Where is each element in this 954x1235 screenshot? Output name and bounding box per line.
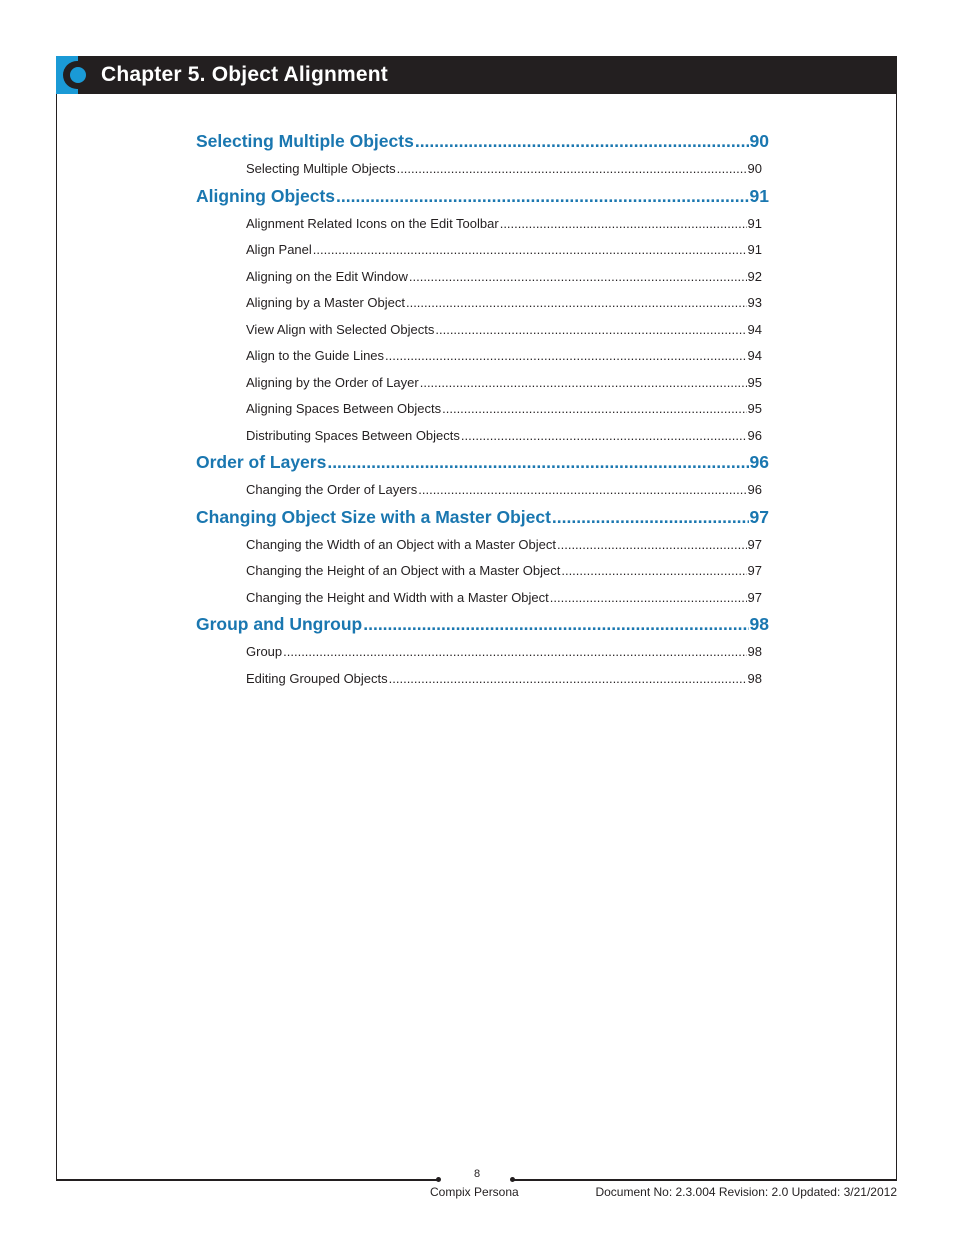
toc-section-page: 98: [749, 614, 769, 634]
page-frame-bottom-left: [56, 1179, 438, 1181]
toc-entry-page: 98: [747, 670, 762, 686]
toc-entry[interactable]: [196, 532, 762, 559]
toc-leader: [389, 666, 747, 693]
toc-entry[interactable]: [196, 343, 762, 370]
toc-entry-page: 94: [747, 321, 762, 337]
toc-entry-page: 91: [747, 215, 762, 231]
toc-entry-title: Group: [246, 644, 283, 659]
footer-product-name: Compix Persona: [430, 1185, 519, 1199]
toc-entry-title: Editing Grouped Objects: [246, 670, 388, 686]
toc-section-page: 90: [749, 131, 769, 151]
toc-leader: [420, 370, 747, 397]
toc-entry[interactable]: [196, 477, 762, 504]
footer-dot-left: [436, 1177, 441, 1182]
toc-section[interactable]: [196, 128, 769, 156]
toc-entry[interactable]: [196, 211, 762, 238]
toc-section-page: 96: [749, 452, 769, 472]
toc-entry-title: Aligning Spaces Between Objects: [246, 401, 442, 416]
toc-entry[interactable]: [196, 396, 762, 423]
page-frame-bottom-right: [512, 1179, 897, 1181]
toc-section-page: 91: [749, 185, 769, 206]
toc-entry-page: 95: [747, 374, 762, 390]
toc-leader: [552, 504, 749, 530]
chapter-bullet-icon: [70, 67, 86, 83]
toc-entry-title: Changing the Height and Width with a Master Object: [246, 589, 549, 605]
toc-entry[interactable]: [196, 317, 762, 344]
toc-section-title: Selecting Multiple Objects: [196, 131, 414, 151]
toc-leader: [313, 237, 747, 264]
toc-section-title: Aligning Objects: [196, 185, 336, 206]
footer-dot-right: [510, 1177, 515, 1182]
footer-page-number: 8: [473, 1168, 481, 1180]
toc-leader: [561, 558, 746, 585]
toc-entry-page: 95: [747, 401, 762, 416]
footer-document-info: Document No: 2.3.004 Revision: 2.0 Updated: 3/21/2012: [595, 1185, 897, 1199]
toc-leader: [461, 423, 747, 450]
toc-entry[interactable]: [196, 558, 762, 585]
toc-leader: [500, 211, 747, 238]
toc-section[interactable]: [196, 504, 769, 532]
toc-entry-title: Changing the Height of an Object with a Master Object: [246, 563, 561, 578]
toc-entry[interactable]: [196, 156, 762, 183]
toc-leader: [435, 317, 746, 344]
table-of-contents: [196, 128, 769, 692]
toc-leader: [283, 639, 746, 666]
toc-entry-page: 96: [747, 482, 762, 497]
toc-entry-title: Aligning by the Order of Layer: [246, 374, 419, 390]
toc-leader: [397, 156, 747, 183]
toc-entry-page: 91: [747, 242, 762, 257]
toc-section-title: Order of Layers: [196, 452, 327, 472]
toc-entry-page: 96: [747, 427, 762, 443]
toc-leader: [409, 264, 747, 291]
toc-entry[interactable]: [196, 585, 762, 612]
toc-entry-title: View Align with Selected Objects: [246, 321, 435, 337]
toc-leader: [557, 532, 747, 559]
toc-leader: [336, 183, 748, 209]
toc-entry-page: 93: [747, 295, 762, 310]
toc-section[interactable]: [196, 183, 769, 211]
toc-leader: [442, 396, 746, 423]
page-frame-right: [896, 94, 897, 1180]
toc-entry-title: Selecting Multiple Objects: [246, 161, 396, 176]
toc-entry[interactable]: [196, 639, 762, 666]
toc-section-title: Changing Object Size with a Master Object: [196, 506, 551, 527]
toc-entry-page: 90: [747, 161, 762, 176]
toc-leader: [415, 128, 749, 154]
toc-entry-page: 92: [747, 268, 762, 284]
toc-entry[interactable]: [196, 290, 762, 317]
toc-entry[interactable]: [196, 264, 762, 291]
toc-entry[interactable]: [196, 370, 762, 397]
toc-leader: [550, 585, 747, 612]
toc-entry[interactable]: [196, 237, 762, 264]
toc-entry-title: Distributing Spaces Between Objects: [246, 427, 460, 443]
toc-entry-title: Alignment Related Icons on the Edit Toolbar: [246, 215, 499, 231]
toc-entry-page: 97: [747, 563, 762, 578]
toc-leader: [406, 290, 747, 317]
toc-section[interactable]: [196, 449, 769, 477]
page-frame-left: [56, 94, 57, 1180]
toc-leader: [385, 343, 746, 370]
toc-entry[interactable]: [196, 666, 762, 693]
toc-entry-title: Changing the Order of Layers: [246, 482, 418, 497]
toc-entry-title: Align to the Guide Lines: [246, 348, 385, 363]
toc-entry-page: 94: [747, 348, 762, 363]
toc-entry-title: Align Panel: [246, 242, 312, 257]
toc-entry-page: 98: [747, 644, 762, 659]
toc-entry-title: Aligning on the Edit Window: [246, 268, 408, 284]
toc-section-page: 97: [749, 506, 769, 527]
toc-leader: [327, 449, 748, 475]
toc-section-title: Group and Ungroup: [196, 614, 363, 634]
toc-entry-title: Changing the Width of an Object with a Master Object: [246, 536, 556, 552]
toc-leader: [418, 477, 746, 504]
toc-entry-page: 97: [747, 536, 762, 552]
toc-entry-page: 97: [747, 589, 762, 605]
toc-entry[interactable]: [196, 423, 762, 450]
toc-entry-title: Aligning by a Master Object: [246, 295, 405, 310]
toc-leader: [363, 611, 748, 637]
toc-section[interactable]: [196, 611, 769, 639]
chapter-title: Chapter 5. Object Alignment: [101, 63, 388, 86]
